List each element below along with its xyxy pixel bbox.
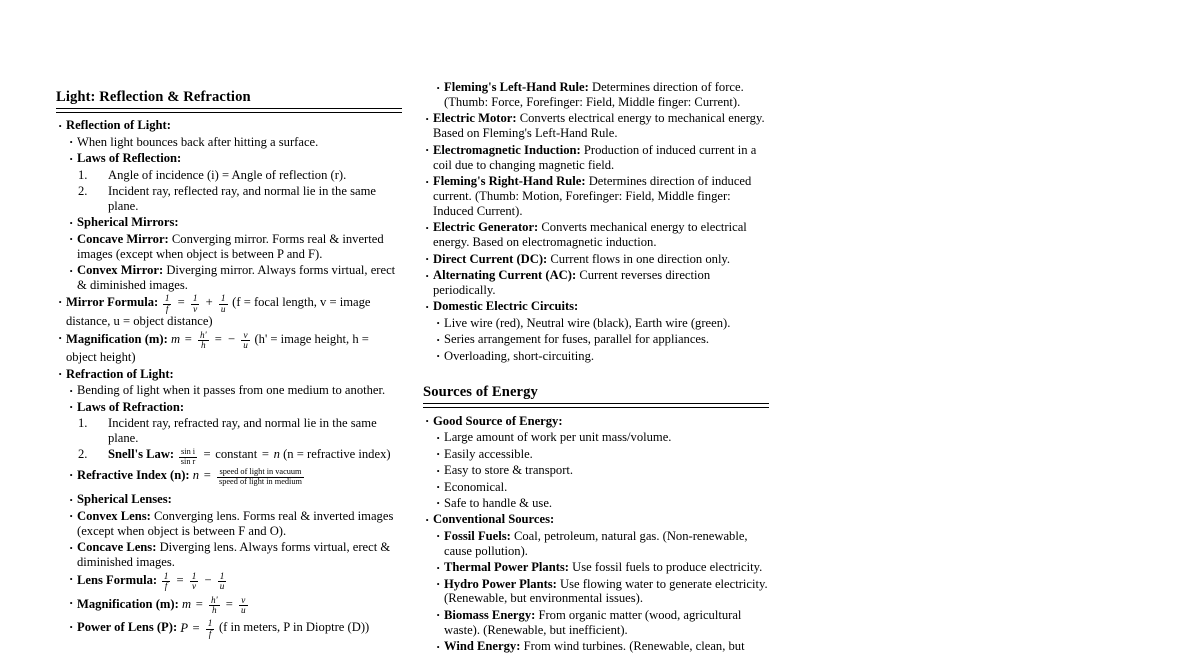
item-text: Diverging lens. Always forms virtual, erect & diminished images. (77, 540, 391, 569)
item-text: Determines direction of force. (Thumb: Force, Forefinger: Field, Middle finger: Current). (444, 80, 744, 109)
list-item (423, 447, 769, 462)
item-text: Angle of incidence (i) = Angle of reflection (r). (108, 167, 347, 182)
item-text: (n = refractive index) (283, 447, 391, 462)
item-bold: Spherical Lenses: (77, 492, 172, 507)
right-column-energy-list (423, 414, 769, 654)
list-item (56, 400, 402, 415)
item-text: Incident ray, reflected ray, and normal lie in the same plane. (108, 183, 376, 213)
refractive-index-math: n = $\frac{\text{speed of light in vacuum}}{\text{speed of light in medium}}$ (192, 467, 302, 486)
list-number: 1. (78, 415, 88, 430)
section-heading-energy: Sources of Energy (423, 383, 769, 404)
item-text: Current flows in one direction only. (550, 251, 731, 266)
item-bold: Spherical Mirrors: (77, 215, 179, 230)
item-text: Series arrangement for fuses, parallel for appliances. (444, 332, 710, 347)
item-bold: Laws of Reflection: (77, 151, 182, 166)
item-text: Current reverses direction periodically. (433, 268, 711, 297)
list-item-magnification-mirror (56, 331, 402, 366)
item-bold: Direct Current (DC): (433, 251, 548, 266)
list-item (56, 367, 402, 382)
item-text: Economical. (444, 479, 508, 494)
list-item (423, 512, 769, 527)
item-text: Production of induced current in a coil due to changing magnetic field. (433, 142, 757, 172)
item-text: Use flowing water to generate electricity. (Renewable, but environmental issues). (444, 576, 768, 606)
item-text: Converts electrical energy to mechanical energy. Based on Fleming's Left-Hand Rule. (433, 111, 765, 141)
item-text: Converts mechanical energy to electrical energy. Based on electromagnetic induction. (433, 220, 747, 250)
item-bold: Concave Mirror: (77, 231, 169, 246)
item-text: Use fossil fuels to produce electricity. (572, 560, 763, 575)
item-text: Coal, petroleum, natural gas. (Non-renewable, cause pollution). (444, 528, 748, 558)
list-number: 2. (78, 447, 88, 462)
list-item (423, 332, 769, 347)
item-text: From wind turbines. (Renewable, clean, but (523, 639, 745, 654)
list-item-mirror-formula (56, 294, 402, 329)
list-item (423, 414, 769, 429)
list-item (423, 143, 769, 173)
item-bold: Convex Lens: (77, 508, 151, 523)
item-text: (f in meters, P in Dioptre (D)) (218, 620, 370, 635)
left-column-list (56, 118, 402, 639)
item-bold: Hydro Power Plants: (444, 576, 557, 591)
item-bold: Thermal Power Plants: (444, 560, 569, 575)
item-bold: Electromagnetic Induction: (433, 142, 581, 157)
list-item (423, 463, 769, 478)
item-text: (h' = image height, h = object height) (66, 331, 369, 365)
item-bold: Alternating Current (AC): (433, 268, 577, 283)
list-item (423, 174, 769, 219)
list-item (423, 111, 769, 141)
list-item (56, 263, 402, 293)
ordered-item (56, 416, 402, 446)
snells-law-math: $\frac{\text{sin i}}{\text{sin r}}$ = constant = n (180, 447, 280, 466)
lens-formula-math: $\frac{1}{f}$ = $\frac{1}{v}$ − $\frac{1}{u}$ (163, 570, 225, 592)
item-bold: Magnification (m): (66, 331, 168, 346)
list-item (56, 232, 402, 262)
list-item (423, 639, 769, 654)
list-item (423, 220, 769, 250)
list-number: 2. (78, 183, 88, 198)
list-item (423, 560, 769, 575)
list-item (423, 316, 769, 331)
list-item (423, 430, 769, 445)
item-bold: Reflection of Light: (66, 118, 171, 133)
list-item (56, 118, 402, 133)
list-item (423, 529, 769, 559)
list-number: 1. (78, 167, 88, 182)
list-item (423, 349, 769, 364)
item-bold: Mirror Formula: (66, 295, 159, 310)
item-bold: Fleming's Right-Hand Rule: (433, 174, 586, 189)
item-text: Safe to handle & use. (444, 495, 553, 510)
ordered-item (56, 168, 402, 183)
item-bold: Domestic Electric Circuits: (433, 299, 579, 314)
list-item (423, 299, 769, 314)
item-bold: Good Source of Energy: (433, 413, 563, 428)
section-heading-light: Light: Reflection & Refraction (56, 88, 402, 109)
item-bold: Magnification (m): (77, 596, 179, 611)
item-text: Converging lens. Forms real & inverted images (except when object is between F and O). (77, 508, 394, 538)
item-bold: Power of Lens (P): (77, 620, 178, 635)
list-item (56, 135, 402, 150)
item-bold: Wind Energy: (444, 639, 521, 654)
magnification-mirror-math: m = $\frac{h'}{h}$ = − $\frac{v}{u}$ (170, 329, 248, 350)
list-item (423, 268, 769, 298)
item-bold: Laws of Refraction: (77, 399, 185, 414)
ordered-item-snells-law (56, 447, 402, 466)
item-text: Diverging mirror. Always forms virtual, erect & diminished images. (77, 263, 396, 292)
item-text: Determines direction of induced current. (Thumb: Motion, Forefinger: Field, Middle finger: Induced Current). (433, 174, 752, 218)
list-item-lens-formula (56, 572, 402, 592)
mirror-formula-math: $\frac{1}{f}$ = $\frac{1}{v}$ + $\frac{1}{u}$ (164, 293, 226, 314)
item-bold: Concave Lens: (77, 540, 157, 555)
list-item (423, 480, 769, 495)
item-text: Easy to store & transport. (444, 463, 574, 478)
item-bold: Conventional Sources: (433, 512, 555, 527)
ordered-item (56, 184, 402, 214)
item-bold: Snell's Law: (108, 447, 175, 462)
power-lens-math: P = $\frac{1}{f}$ (180, 618, 213, 639)
list-item-refractive-index (56, 468, 402, 487)
laws-of-refraction-list (56, 416, 402, 466)
list-item (423, 496, 769, 511)
list-item (423, 577, 769, 607)
list-item (423, 252, 769, 267)
item-bold: Refraction of Light: (66, 366, 174, 381)
item-bold: Lens Formula: (77, 573, 158, 587)
heading-rule (423, 407, 769, 408)
item-text: From organic matter (wood, agricultural waste). (Renewable, but inefficient). (444, 607, 742, 637)
magnification-lens-math: m = $\frac{h'}{h}$ = $\frac{v}{u}$ (181, 594, 246, 616)
right-column (423, 80, 769, 656)
item-text: Easily accessible. (444, 446, 533, 461)
item-bold: Biomass Energy: (444, 607, 536, 622)
item-text: Live wire (red), Neutral wire (black), Earth wire (green). (444, 315, 731, 330)
list-item (423, 80, 769, 110)
list-item (423, 608, 769, 638)
heading-rule (56, 112, 402, 113)
left-column (56, 88, 402, 641)
item-text: Incident ray, refracted ray, and normal lie in the same plane. (108, 415, 377, 445)
list-item (56, 151, 402, 166)
item-bold: Fossil Fuels: (444, 528, 511, 543)
list-item-magnification-lens (56, 596, 402, 616)
list-item-power-lens (56, 619, 402, 639)
item-bold: Electric Motor: (433, 111, 517, 126)
item-bold: Refractive Index (n): (77, 467, 190, 482)
item-text: Bending of light when it passes from one medium to another. (77, 383, 386, 398)
list-item (56, 509, 402, 539)
laws-of-reflection-list (56, 168, 402, 214)
item-bold: Convex Mirror: (77, 263, 164, 278)
item-bold: Electric Generator: (433, 220, 539, 235)
item-bold: Fleming's Left-Hand Rule: (444, 80, 589, 94)
item-text: Overloading, short-circuiting. (444, 348, 595, 363)
list-item (56, 215, 402, 230)
list-item (56, 492, 402, 507)
item-text: Large amount of work per unit mass/volume. (444, 430, 672, 445)
item-text: When light bounces back after hitting a surface. (77, 134, 319, 149)
item-text: (f = focal length, v = image distance, u = object distance) (66, 295, 371, 329)
item-text: Converging mirror. Forms real & inverted images (except when object is between P and F). (77, 231, 384, 261)
right-column-top-list (423, 80, 769, 364)
list-item (56, 383, 402, 398)
list-item (56, 540, 402, 570)
